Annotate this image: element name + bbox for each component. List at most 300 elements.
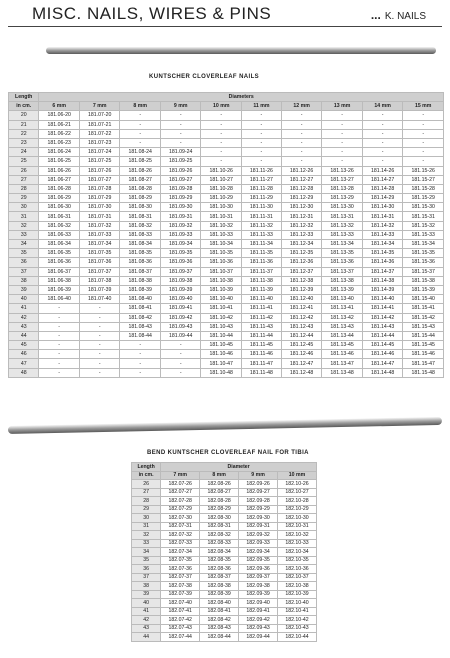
catalog-cell: 181.10-44 [201,331,242,340]
catalog-cell: 182.10-43 [278,624,317,633]
catalog-cell: 181.06-34 [39,240,80,249]
catalog-cell: 182.09-43 [239,624,278,633]
length-cell: 47 [9,359,39,368]
catalog-cell: 181.08-44 [120,331,161,340]
catalog-cell: 182.09-37 [239,573,278,582]
catalog-cell: - [39,359,80,368]
catalog-cell: 181.14-26 [362,166,403,175]
catalog-cell: 181.07-23 [79,138,120,147]
catalog-cell: - [322,129,363,138]
catalog-cell: 182.07-26 [161,480,200,489]
table-row [132,624,317,633]
length-cell: 29 [9,194,39,203]
catalog-cell: 182.09-38 [239,582,278,591]
length-unit-header: in cm. [9,102,39,111]
catalog-cell: 182.09-41 [239,607,278,616]
table-row [132,522,317,531]
page-title: MISC. NAILS, WIRES & PINS [32,4,272,23]
catalog-cell: - [160,341,201,350]
catalog-cell: 181.14-44 [362,331,403,340]
catalog-cell: 181.06-36 [39,258,80,267]
catalog-cell: 181.12-48 [281,368,322,377]
catalog-cell: 181.09-31 [160,212,201,221]
catalog-cell: 182.09-42 [239,616,278,625]
table-row [132,497,317,506]
diameter-header: 8 mm [120,102,161,111]
catalog-cell: 181.08-29 [120,194,161,203]
catalog-cell: 181.13-41 [322,304,363,313]
catalog-cell: 181.14-27 [362,175,403,184]
catalog-cell: 182.07-29 [161,505,200,514]
catalog-cell: - [241,120,281,129]
catalog-cell: 181.11-46 [241,350,281,359]
catalog-cell: 181.10-47 [201,359,242,368]
catalog-cell: 181.07-30 [79,203,120,212]
catalog-cell: 181.13-36 [322,258,363,267]
catalog-cell: 181.12-31 [281,212,322,221]
diameter-header: 15 mm [403,102,444,111]
table-row [9,166,444,175]
catalog-cell: 181.12-32 [281,221,322,230]
catalog-cell: 181.10-35 [201,249,242,258]
catalog-cell: 181.10-36 [201,258,242,267]
diameter-header: 9 mm [160,102,201,111]
catalog-cell: 181.14-30 [362,203,403,212]
catalog-cell: 182.08-37 [200,573,239,582]
catalog-cell: - [241,129,281,138]
catalog-cell: - [362,111,403,120]
catalog-cell: - [120,359,161,368]
catalog-cell: 181.12-38 [281,276,322,285]
table-row [9,120,444,129]
catalog-cell: 182.10-38 [278,582,317,591]
table-row [9,148,444,157]
catalog-cell: - [241,157,281,166]
length-cell: 32 [132,531,161,540]
catalog-cell: 181.12-43 [281,322,322,331]
catalog-cell: 181.06-29 [39,194,80,203]
catalog-cell: 182.10-44 [278,633,317,642]
diameter-header: 10 mm [201,102,242,111]
catalog-cell: 181.12-41 [281,304,322,313]
catalog-cell: - [160,120,201,129]
catalog-cell: 181.11-37 [241,267,281,276]
catalog-cell: 181.11-28 [241,184,281,193]
catalog-cell: 182.08-33 [200,539,239,548]
table-row [132,573,317,582]
table-row [132,590,317,599]
length-cell: 42 [132,616,161,625]
catalog-cell: - [39,341,80,350]
table-row [132,633,317,642]
length-cell: 25 [9,157,39,166]
table-row [132,539,317,548]
table-row [9,295,444,304]
catalog-cell: 181.11-26 [241,166,281,175]
catalog-cell: 181.07-21 [79,120,120,129]
catalog-cell: 181.08-40 [120,295,161,304]
catalog-cell: 182.10-35 [278,556,317,565]
catalog-cell: - [362,138,403,147]
catalog-cell: 181.15-47 [403,359,444,368]
catalog-cell: 181.08-26 [120,166,161,175]
catalog-cell: 181.10-40 [201,295,242,304]
table-row [9,304,444,313]
catalog-cell: 181.11-31 [241,212,281,221]
length-cell: 29 [132,505,161,514]
catalog-cell: 181.10-33 [201,230,242,239]
catalog-cell: - [39,331,80,340]
catalog-cell: 181.09-33 [160,230,201,239]
catalog-cell: 182.09-36 [239,565,278,574]
catalog-cell: - [120,120,161,129]
catalog-cell: 181.09-43 [160,322,201,331]
catalog-cell: 182.09-30 [239,514,278,523]
catalog-cell: - [160,111,201,120]
catalog-cell: 181.07-27 [79,175,120,184]
catalog-cell: - [281,157,322,166]
catalog-cell: 181.15-29 [403,194,444,203]
catalog-cell: 181.09-29 [160,194,201,203]
length-cell: 44 [132,633,161,642]
catalog-cell: 182.10-28 [278,497,317,506]
catalog-cell: 181.15-30 [403,203,444,212]
catalog-cell: 181.15-27 [403,175,444,184]
catalog-cell: 181.09-34 [160,240,201,249]
length-cell: 31 [132,522,161,531]
catalog-cell: 181.10-46 [201,350,242,359]
catalog-cell: 182.07-40 [161,599,200,608]
table-row [9,322,444,331]
catalog-cell: 181.14-41 [362,304,403,313]
catalog-cell: 182.10-39 [278,590,317,599]
catalog-cell: - [160,359,201,368]
catalog-cell: 181.14-46 [362,350,403,359]
catalog-cell: 181.13-38 [322,276,363,285]
catalog-cell: 182.08-32 [200,531,239,540]
catalog-cell: - [160,129,201,138]
catalog-cell: - [201,138,242,147]
table-row [9,258,444,267]
catalog-cell: 181.12-44 [281,331,322,340]
table-row [9,111,444,120]
length-cell: 27 [132,488,161,497]
catalog-cell: 181.09-40 [160,295,201,304]
catalog-cell: - [120,138,161,147]
catalog-cell: 181.08-43 [120,322,161,331]
catalog-cell: 181.08-32 [120,221,161,230]
catalog-cell: 181.07-36 [79,258,120,267]
catalog-cell: 181.09-27 [160,175,201,184]
catalog-cell: 181.08-25 [120,157,161,166]
catalog-cell: 182.10-40 [278,599,317,608]
length-cell: 30 [132,514,161,523]
catalog-cell: 181.07-26 [79,166,120,175]
table-row [132,505,317,514]
catalog-cell: 181.11-27 [241,175,281,184]
catalog-cell: - [201,120,242,129]
catalog-cell: 181.11-34 [241,240,281,249]
catalog-cell: 181.10-28 [201,184,242,193]
catalog-cell: 182.07-32 [161,531,200,540]
diameter-header: 9 mm [239,471,278,480]
bent-nail-image [8,417,442,434]
catalog-cell: - [281,138,322,147]
catalog-cell: 182.10-37 [278,573,317,582]
catalog-cell: 181.09-24 [160,148,201,157]
catalog-cell: 181.15-38 [403,276,444,285]
catalog-cell: 181.09-37 [160,267,201,276]
catalog-cell: - [322,148,363,157]
catalog-cell: - [39,322,80,331]
catalog-cell: 181.09-36 [160,258,201,267]
catalog-cell: 182.09-29 [239,505,278,514]
length-cell: 34 [132,548,161,557]
catalog-cell: 182.07-27 [161,488,200,497]
catalog-cell: 182.09-35 [239,556,278,565]
table-row [132,531,317,540]
catalog-cell: 181.11-41 [241,304,281,313]
catalog-cell: - [201,111,242,120]
catalog-cell: 181.08-38 [120,276,161,285]
catalog-cell: 181.10-42 [201,313,242,322]
catalog-cell: 181.10-39 [201,285,242,294]
catalog-cell: 182.07-33 [161,539,200,548]
catalog-cell: 181.06-21 [39,120,80,129]
catalog-cell: - [39,368,80,377]
catalog-cell: 181.15-42 [403,313,444,322]
catalog-cell: 181.08-28 [120,184,161,193]
table-row [132,488,317,497]
length-cell: 41 [132,607,161,616]
catalog-cell: 181.09-39 [160,285,201,294]
catalog-cell: 181.13-31 [322,212,363,221]
catalog-cell: - [79,359,120,368]
catalog-cell: - [120,368,161,377]
catalog-cell: 181.07-39 [79,285,120,294]
catalog-cell: 182.09-31 [239,522,278,531]
catalog-cell: 181.07-29 [79,194,120,203]
catalog-cell: 181.13-29 [322,194,363,203]
table-row [132,514,317,523]
catalog-cell: 181.09-41 [160,304,201,313]
catalog-cell: 181.14-42 [362,313,403,322]
catalog-cell: 181.14-48 [362,368,403,377]
catalog-cell: 181.13-33 [322,230,363,239]
table-row [9,313,444,322]
catalog-cell: 182.10-32 [278,531,317,540]
catalog-cell: 181.12-28 [281,184,322,193]
catalog-cell: 181.14-36 [362,258,403,267]
catalog-cell: - [160,138,201,147]
table-row [132,556,317,565]
catalog-cell: - [201,129,242,138]
catalog-cell: 181.09-25 [160,157,201,166]
table-row [9,175,444,184]
catalog-cell: 181.15-39 [403,285,444,294]
length-cell: 30 [9,203,39,212]
catalog-cell: - [322,120,363,129]
catalog-cell: 181.12-36 [281,258,322,267]
length-cell: 42 [9,313,39,322]
catalog-cell: - [403,138,444,147]
catalog-cell: 181.11-29 [241,194,281,203]
catalog-cell: 181.12-33 [281,230,322,239]
catalog-cell: 181.06-40 [39,295,80,304]
length-cell: 21 [9,120,39,129]
catalog-cell: - [241,138,281,147]
table-row [9,276,444,285]
catalog-cell: 181.11-42 [241,313,281,322]
catalog-cell: 181.14-40 [362,295,403,304]
catalog-cell: 181.15-36 [403,258,444,267]
catalog-cell: 182.07-43 [161,624,200,633]
catalog-cell: 181.15-37 [403,267,444,276]
catalog-cell: 181.14-45 [362,341,403,350]
diameter-header: 11 mm [241,102,281,111]
table-row [132,548,317,557]
catalog-cell: 181.11-44 [241,331,281,340]
catalog-cell: 181.13-45 [322,341,363,350]
catalog-cell: 182.09-26 [239,480,278,489]
catalog-cell: 181.09-38 [160,276,201,285]
length-cell: 48 [9,368,39,377]
length-cell: 46 [9,350,39,359]
catalog-cell: 182.08-43 [200,624,239,633]
catalog-cell: 181.06-33 [39,230,80,239]
length-cell: 32 [9,221,39,230]
catalog-cell: 181.14-35 [362,249,403,258]
length-cell: 26 [132,480,161,489]
catalog-cell: - [79,368,120,377]
catalog-cell: 181.14-32 [362,221,403,230]
catalog-cell: 181.14-47 [362,359,403,368]
diameter-header: 13 mm [322,102,363,111]
catalog-cell: 181.06-27 [39,175,80,184]
catalog-cell: 181.06-25 [39,157,80,166]
catalog-cell: - [79,322,120,331]
table-row [9,221,444,230]
catalog-cell: 182.08-40 [200,599,239,608]
catalog-cell: 181.11-45 [241,341,281,350]
table-row [9,138,444,147]
catalog-cell: 181.13-42 [322,313,363,322]
catalog-cell: 181.10-26 [201,166,242,175]
catalog-cell: 181.06-20 [39,111,80,120]
table-row [9,368,444,377]
catalog-cell: 181.09-28 [160,184,201,193]
table2-caption: BEND KUNTSCHER CLOVERLEAF NAIL FOR TIBIA [147,450,309,456]
table-row [132,480,317,489]
catalog-cell: - [79,341,120,350]
length-cell: 20 [9,111,39,120]
length-cell: 40 [132,599,161,608]
catalog-cell: 182.08-36 [200,565,239,574]
catalog-cell: 181.08-30 [120,203,161,212]
length-cell: 27 [9,175,39,184]
catalog-cell: - [281,120,322,129]
catalog-cell: 182.10-33 [278,539,317,548]
table-row [132,607,317,616]
catalog-cell: 181.08-41 [120,304,161,313]
catalog-cell: - [39,350,80,359]
straight-nail-image [46,47,436,54]
catalog-cell: 182.07-36 [161,565,200,574]
length-header: Length [132,463,161,472]
catalog-cell: 181.10-31 [201,212,242,221]
catalog-cell: 181.10-27 [201,175,242,184]
length-cell: 38 [132,582,161,591]
table-row [9,249,444,258]
catalog-cell: 182.10-41 [278,607,317,616]
catalog-cell: 181.08-39 [120,285,161,294]
catalog-cell: 182.07-44 [161,633,200,642]
length-cell: 24 [9,148,39,157]
length-cell: 31 [9,212,39,221]
catalog-cell: - [403,148,444,157]
length-cell: 38 [9,276,39,285]
table-row [9,359,444,368]
length-cell: 36 [9,258,39,267]
table-row [9,341,444,350]
table-row [9,194,444,203]
catalog-cell: 181.11-36 [241,258,281,267]
catalog-cell: 181.08-36 [120,258,161,267]
catalog-cell: - [362,148,403,157]
catalog-cell: - [281,111,322,120]
catalog-cell: 181.13-28 [322,184,363,193]
table-row [9,157,444,166]
catalog-cell: 181.08-37 [120,267,161,276]
catalog-cell: 181.13-32 [322,221,363,230]
table1-caption: KUNTSCHER CLOVERLEAF NAILS [149,74,260,80]
catalog-cell: 181.07-32 [79,221,120,230]
catalog-cell: - [79,304,120,313]
length-cell: 35 [9,249,39,258]
catalog-cell: 181.10-29 [201,194,242,203]
catalog-cell: 182.09-39 [239,590,278,599]
catalog-cell: 181.13-48 [322,368,363,377]
length-cell: 41 [9,304,39,313]
catalog-cell: 181.10-37 [201,267,242,276]
catalog-cell: - [201,148,242,157]
table-row [9,267,444,276]
catalog-cell: 182.08-27 [200,488,239,497]
catalog-cell: 182.08-42 [200,616,239,625]
cloverleaf-nails-table [8,92,444,378]
catalog-cell: 181.08-27 [120,175,161,184]
catalog-cell: - [241,148,281,157]
length-cell: 39 [132,590,161,599]
catalog-cell: 181.12-35 [281,249,322,258]
length-cell: 28 [9,184,39,193]
catalog-cell: 181.06-28 [39,184,80,193]
catalog-cell: 181.13-35 [322,249,363,258]
length-cell: 43 [132,624,161,633]
diameter-header: 6 mm [39,102,80,111]
catalog-cell: 181.12-30 [281,203,322,212]
length-cell: 40 [9,295,39,304]
catalog-cell: - [281,129,322,138]
catalog-cell: 182.10-27 [278,488,317,497]
diameters-header: Diameters [39,93,444,102]
catalog-cell: 181.15-31 [403,212,444,221]
catalog-cell: 181.07-34 [79,240,120,249]
catalog-cell: 182.07-30 [161,514,200,523]
catalog-cell: 181.14-43 [362,322,403,331]
catalog-cell: 182.09-44 [239,633,278,642]
catalog-cell: - [322,111,363,120]
